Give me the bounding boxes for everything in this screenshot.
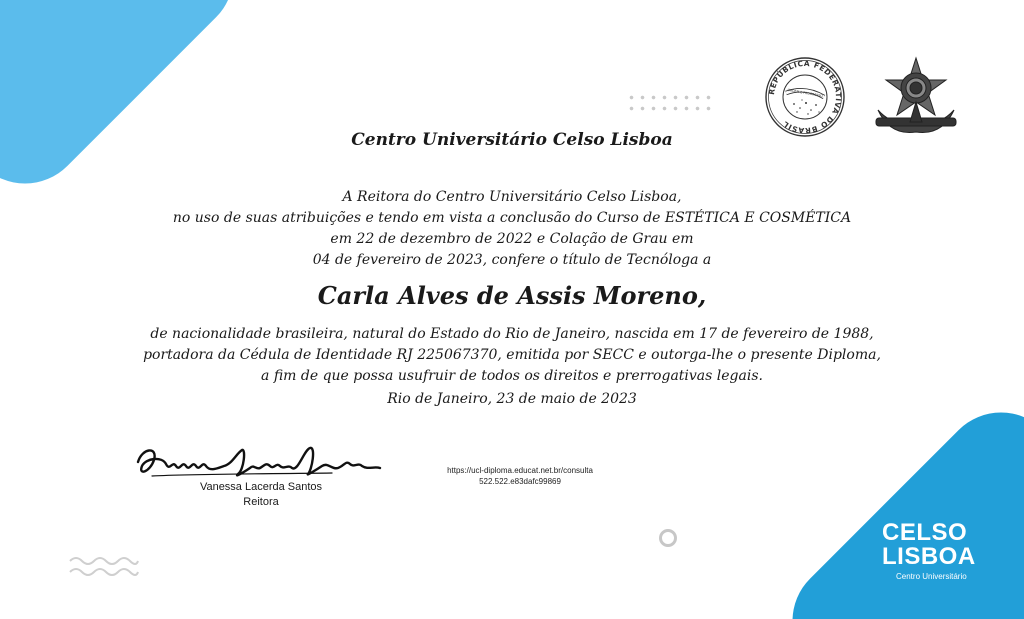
verification-block [430, 465, 610, 487]
verification-code: 522.522.e83dafc99869 [479, 477, 561, 486]
decorative-corner-shape-top-left [0, 0, 258, 208]
institution-title: Centro Universitário Celso Lisboa [351, 130, 673, 150]
recipient-details-paragraph [0, 324, 1024, 387]
seal-text: REPÚBLICA FEDERATIVA DO BRASIL [766, 58, 844, 136]
recipient-name: Carla Alves de Assis Moreno, [317, 281, 707, 310]
seal-motto: ORDEM E PROGRESSO [787, 87, 824, 99]
place-and-date: Rio de Janeiro, 23 de maio de 2023 [387, 391, 637, 407]
republic-seal-icon [764, 56, 846, 138]
signatory-name: Vanessa Lacerda Santos [199, 481, 323, 493]
conferral-line: A Reitora do Centro Universitário Celso Lisboa, [342, 189, 682, 205]
decorative-wave-lines [68, 555, 140, 579]
logo-subtitle: Centro Universitário [896, 572, 967, 581]
conferral-paragraph [0, 187, 1024, 271]
conferral-line: em 22 de dezembro de 2022 e Colação de Grau em [330, 231, 694, 247]
signatory-title: Reitora [243, 496, 279, 508]
conferral-line: no uso de suas atribuições e tendo em vista a conclusão do Curso de ESTÉTICA E COSMÉTICA [172, 210, 852, 226]
conferral-line: 04 de fevereiro de 2023, confere o título de Tecnóloga a [312, 252, 712, 268]
logo-line-1: CELSO [882, 519, 968, 546]
logo-line-2: LISBOA [882, 543, 976, 570]
coat-of-arms-icon [870, 52, 962, 142]
details-line: de nacionalidade brasileira, natural do Estado do Rio de Janeiro, nascida em 17 de fevereiro de 1988, [150, 326, 874, 342]
celso-lisboa-logo [882, 521, 1002, 583]
decorative-dot-grid [626, 92, 716, 112]
details-line: a fim de que possa usufruir de todos os direitos e prerrogativas legais. [261, 368, 763, 384]
details-line: portadora da Cédula de Identidade RJ 225067370, emitida por SECC e outorga-lhe o presente Diploma, [143, 347, 881, 363]
decorative-corner-shape-bottom-right [768, 388, 1024, 619]
verification-url[interactable]: https://ucl-diploma.educat.net.br/consulta [447, 466, 593, 475]
svg-text:REPÚBLICA FEDERATIVA DO BRASIL [767, 59, 843, 135]
decorative-ring [659, 529, 677, 547]
